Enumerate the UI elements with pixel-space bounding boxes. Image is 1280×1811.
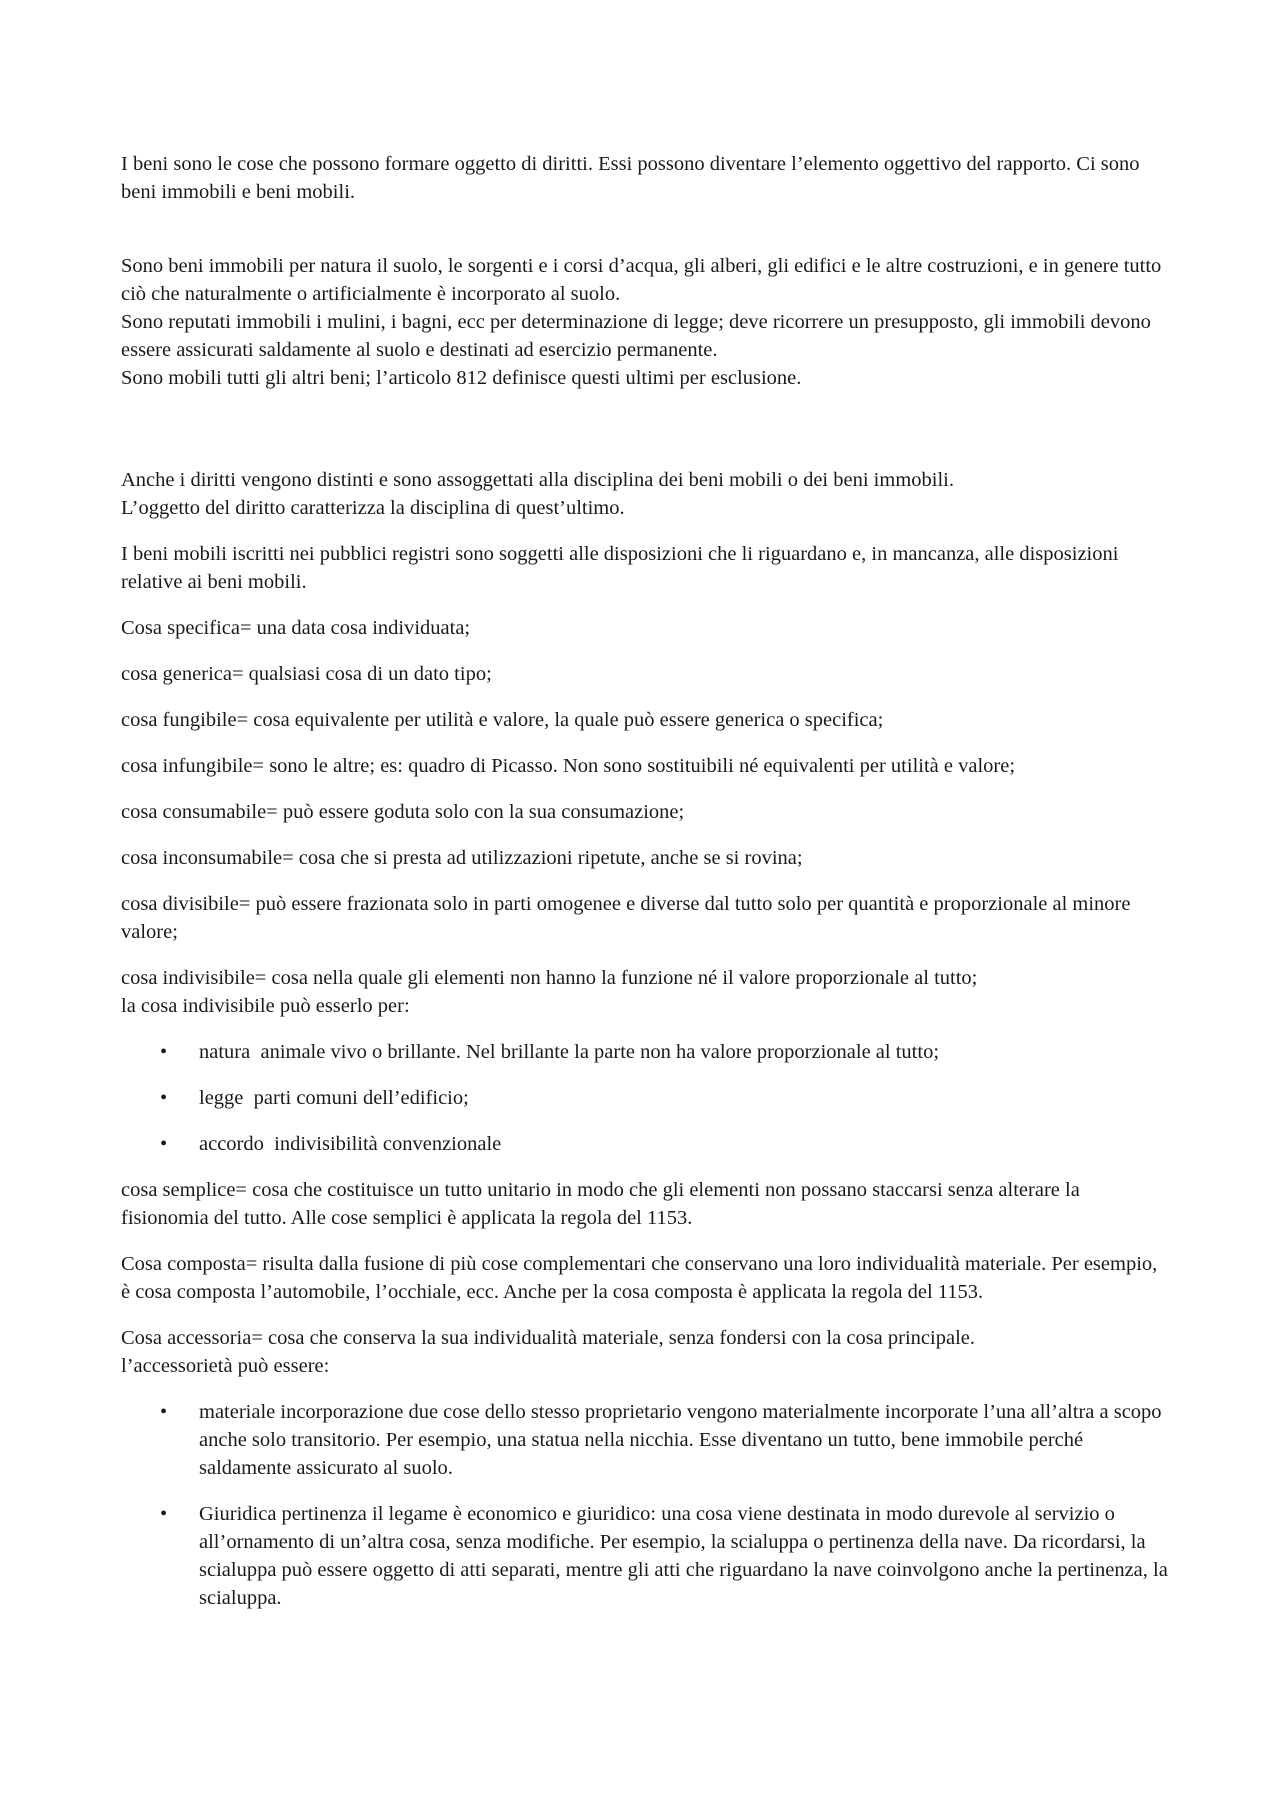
- paragraph-cosa-inconsumabile: cosa inconsumabile= cosa che si presta ad utilizzazioni ripetute, anche se si rovina;: [121, 847, 803, 869]
- bullet-icon: •: [160, 1401, 168, 1423]
- list-item-text: legge parti comuni dell’edificio;: [199, 1087, 469, 1109]
- list-item-text: accordo indivisibilità convenzionale: [199, 1133, 502, 1155]
- paragraph-cosa-specifica: Cosa specifica= una data cosa individuata;: [121, 617, 471, 639]
- paragraph-oggetto-diritto: L’oggetto del diritto caratterizza la disciplina di quest’ultimo.: [121, 497, 625, 519]
- paragraph-diritti: Anche i diritti vengono distinti e sono assoggettati alla disciplina dei beni mobili o dei beni immobili.: [121, 469, 954, 491]
- paragraph-cosa-composta: Cosa composta= risulta dalla fusione di più cose complementari che conservano una loro individualità materiale. Per esempio, è cosa composta l’automobile, l’occhiale, ecc. Anche per la cosa composta è applicata la regola del 1153.: [121, 1253, 1158, 1303]
- list-item: [121, 1398, 1170, 1482]
- list-item-text: materiale incorporazione due cose dello stesso proprietario vengono materialmente incorporate l’una all’altra a scopo anche solo transitorio. Per esempio, una statua nella nicchia. Esse diventano un tutto, bene immobile perché saldamente assicurato al suolo.: [199, 1401, 1162, 1479]
- paragraph-cosa-consumabile: cosa consumabile= può essere goduta solo con la sua consumazione;: [121, 801, 685, 823]
- list-accessorieta: [121, 1398, 1170, 1612]
- paragraph-cosa-infungibile: cosa infungibile= sono le altre; es: quadro di Picasso. Non sono sostituibili né equivalenti per utilità e valore;: [121, 755, 1016, 777]
- paragraph-accessorieta: l’accessorietà può essere:: [121, 1355, 330, 1377]
- list-item-text: natura animale vivo o brillante. Nel brillante la parte non ha valore proporzionale al tutto;: [199, 1041, 940, 1063]
- bullet-icon: •: [160, 1133, 168, 1155]
- list-item: [121, 1500, 1170, 1612]
- bullet-icon: •: [160, 1041, 168, 1063]
- list-indivisibilita: [121, 1038, 1170, 1158]
- bullet-icon: •: [160, 1087, 168, 1109]
- paragraph-beni-definition: I beni sono le cose che possono formare oggetto di diritti. Essi possono diventare l’elemento oggettivo del rapporto. Ci sono beni immobili e beni mobili.: [121, 153, 1140, 203]
- paragraph-indivisibile-per: la cosa indivisibile può esserlo per:: [121, 995, 410, 1017]
- list-item: [121, 1038, 1170, 1066]
- paragraph-cosa-accessoria: Cosa accessoria= cosa che conserva la sua individualità materiale, senza fondersi con la cosa principale.: [121, 1327, 975, 1349]
- paragraph-beni-mobili: Sono mobili tutti gli altri beni; l’articolo 812 definisce questi ultimi per esclusione.: [121, 367, 802, 389]
- paragraph-cosa-generica: cosa generica= qualsiasi cosa di un dato tipo;: [121, 663, 492, 685]
- paragraph-cosa-divisibile: cosa divisibile= può essere frazionata solo in parti omogenee e diverse dal tutto solo per quantità e proporzionale al minore valore;: [121, 893, 1131, 943]
- paragraph-beni-registri: I beni mobili iscritti nei pubblici registri sono soggetti alle disposizioni che li riguardano e, in mancanza, alle disposizioni relative ai beni mobili.: [121, 543, 1119, 593]
- list-item: [121, 1084, 1170, 1112]
- paragraph-cosa-semplice: cosa semplice= cosa che costituisce un tutto unitario in modo che gli elementi non possano staccarsi senza alterare la fisionomia del tutto. Alle cose semplici è applicata la regola del 1153.: [121, 1179, 1080, 1229]
- paragraph-immobili-legge: Sono reputati immobili i mulini, i bagni, ecc per determinazione di legge; deve ricorrere un presupposto, gli immobili devono essere assicurati saldamente al suolo e destinati ad esercizio permanente.: [121, 311, 1151, 361]
- paragraph-beni-immobili-natura: Sono beni immobili per natura il suolo, le sorgenti e i corsi d’acqua, gli alberi, gli edifici e le altre costruzioni, e in genere tutto ciò che naturalmente o artificialmente è incorporato al suolo.: [121, 255, 1162, 305]
- paragraph-cosa-fungibile: cosa fungibile= cosa equivalente per utilità e valore, la quale può essere generica o specifica;: [121, 709, 884, 731]
- list-item: [121, 1130, 1170, 1158]
- bullet-icon: •: [160, 1503, 168, 1525]
- paragraph-cosa-indivisibile: cosa indivisibile= cosa nella quale gli elementi non hanno la funzione né il valore proporzionale al tutto;: [121, 967, 978, 989]
- list-item-text: Giuridica pertinenza il legame è economico e giuridico: una cosa viene destinata in modo durevole al servizio o all’ornamento di un’altra cosa, senza modifiche. Per esempio, la scialuppa o pertinenza della nave. Da ricordarsi, la scialuppa può essere oggetto di atti separati, mentre gli atti che riguardano la nave coinvolgono anche la pertinenza, la scialuppa.: [199, 1503, 1168, 1609]
